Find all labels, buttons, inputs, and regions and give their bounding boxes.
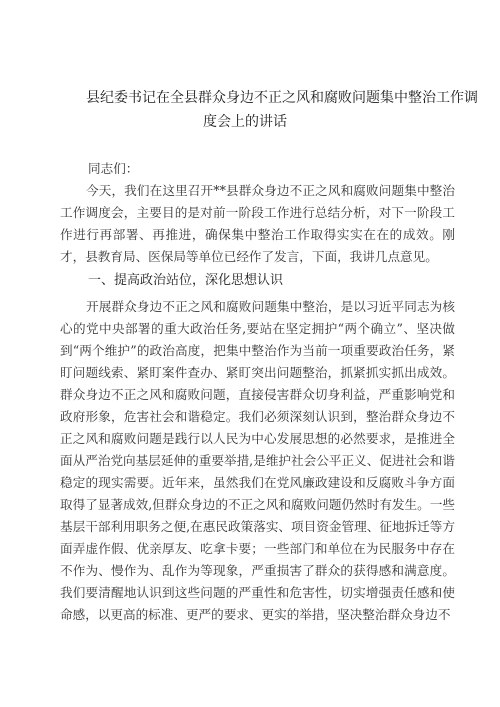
- paragraph-section-1: 开展群众身边不正之风和腐败问题集中整治，是以习近平同志为核心的党中央部署的重大政治任务,要站在坚定拥护“两个确立”、坚决做到“两个维护”的政治高度，把集中整治作为当前一项重要政治任务，紧盯问题线索、紧盯案件查办、紧盯突出问题整治，抓紧抓实抓出成效。群众身边不正之风和腐败问题，直接侵害群众切身利益，严重影响党和政府形象，危害社会和谐稳定。我们必须深刻认识到，整治群众身边不正之风和腐败问题是践行以人民为中心发展思想的必然要求，是推进全面从严治党向基层延伸的重要举措,是维护社会公平正义、促进社会和谐稳定的现实需要。近年来，虽然我们在党风廉政建设和反腐败斗争方面取得了显著成效,但群众身边的不正之风和腐败问题仍然时有发生。一些基层干部利用职务之便,在惠民政策落实、项目资金管理、征地拆迁等方面弄虚作假、优亲厚友、吃拿卡要；一些部门和单位在为民服务中存在不作为、慢作为、乱作为等现象，严重损害了群众的获得感和满意度。我们要清醒地认识到这些问题的严重性和危害性，切实增强责任感和使命感，以更高的标准、更严的要求、更实的举措，坚决整治群众身边不: [60, 299, 455, 622]
- title-line-2: 度会上的讲话: [203, 114, 287, 130]
- section-heading-1: 一、提高政治站位，深化思想认识: [88, 273, 284, 288]
- salutation: 同志们：: [88, 161, 139, 176]
- title-line-1: 县纪委书记在全县群众身边不正之风和腐败问题集中整治工作调: [86, 90, 478, 106]
- paragraph-intro: 今天，我们在这里召开**县群众身边不正之风和腐败问题集中整治工作调度会，主要目的是对前一阶段工作进行总结分析，对下一阶段工作进行再部署、再推进，确保集中整治工作取得实实在在的成效。刚才，县教育局、医保局等单位已经作了发言，下面，我讲几点意见。: [60, 183, 455, 264]
- document-title: [60, 86, 478, 134]
